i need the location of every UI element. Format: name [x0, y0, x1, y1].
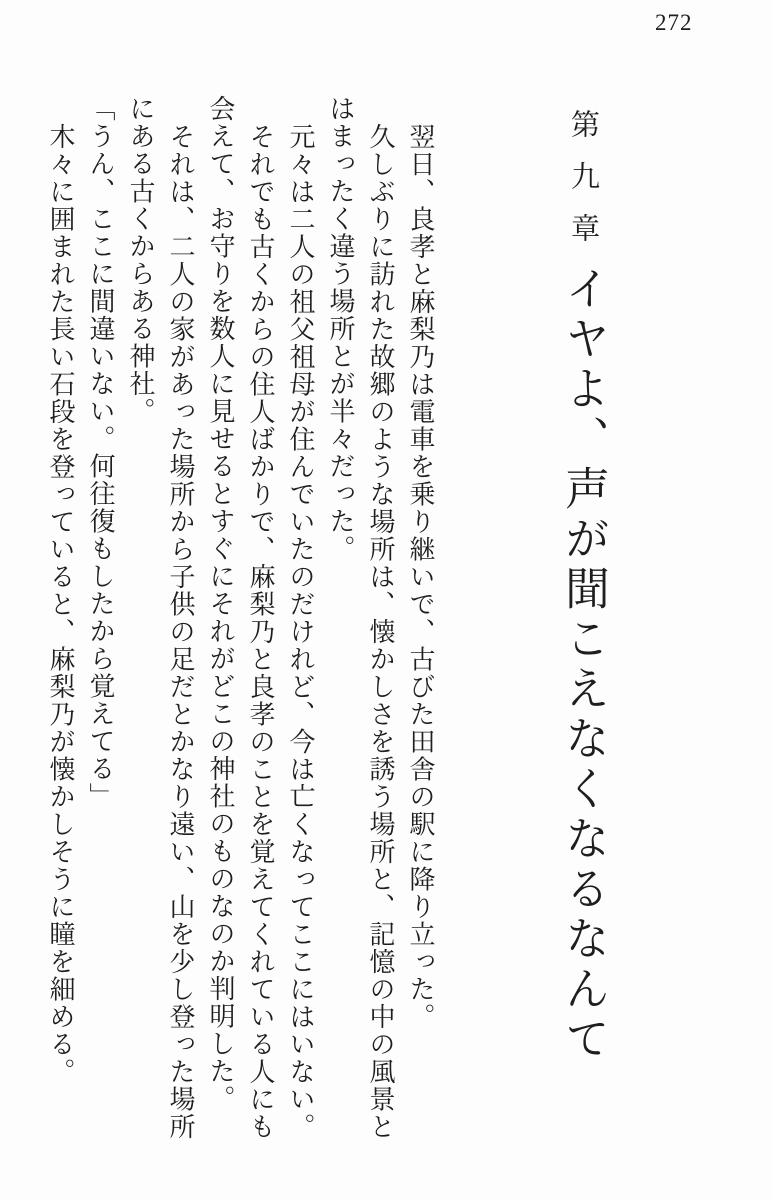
chapter-number: 第九章: [567, 109, 599, 265]
body-paragraph: 翌日、良孝と麻梨乃は電車を乗り継いで、古びた田舎の駅に降り立った。: [406, 122, 435, 1030]
body-paragraph: それは、二人の家があった場所から子供の足だとかなり遠い、山を少し登った場所にある古くからある神社。: [126, 95, 195, 1140]
body-paragraph-dialogue: 「うん、ここに間違いない。何往復もしたから覚えてる」: [86, 95, 115, 810]
body-paragraph: それでも古くからの住人ばかりで、麻梨乃と良孝のことを覚えてくれている人にも会えて、お守りを数人に見せるとすぐにそれがどこの神社のものなのか判明した。: [206, 95, 275, 1140]
page-number: 272: [655, 10, 693, 35]
chapter-heading: [550, 95, 615, 1145]
body-paragraph: 木々に囲まれた長い石段を登っていると、麻梨乃が懐かしそうに瞳を細める。: [46, 122, 75, 1085]
chapter-title: イヤよ、声が聞こえなくなるなんて: [558, 265, 608, 1065]
page-content: [40, 95, 615, 1145]
body-paragraph: 元々は二人の祖父祖母が住んでいたのだけれど、今は亡くなってここにはいない。: [286, 122, 315, 1140]
body-paragraph: 久しぶりに訪れた故郷のような場所は、懐かしさを誘う場所と、記憶の中の風景とはまったく違う場所とが半々だった。: [326, 95, 395, 1140]
